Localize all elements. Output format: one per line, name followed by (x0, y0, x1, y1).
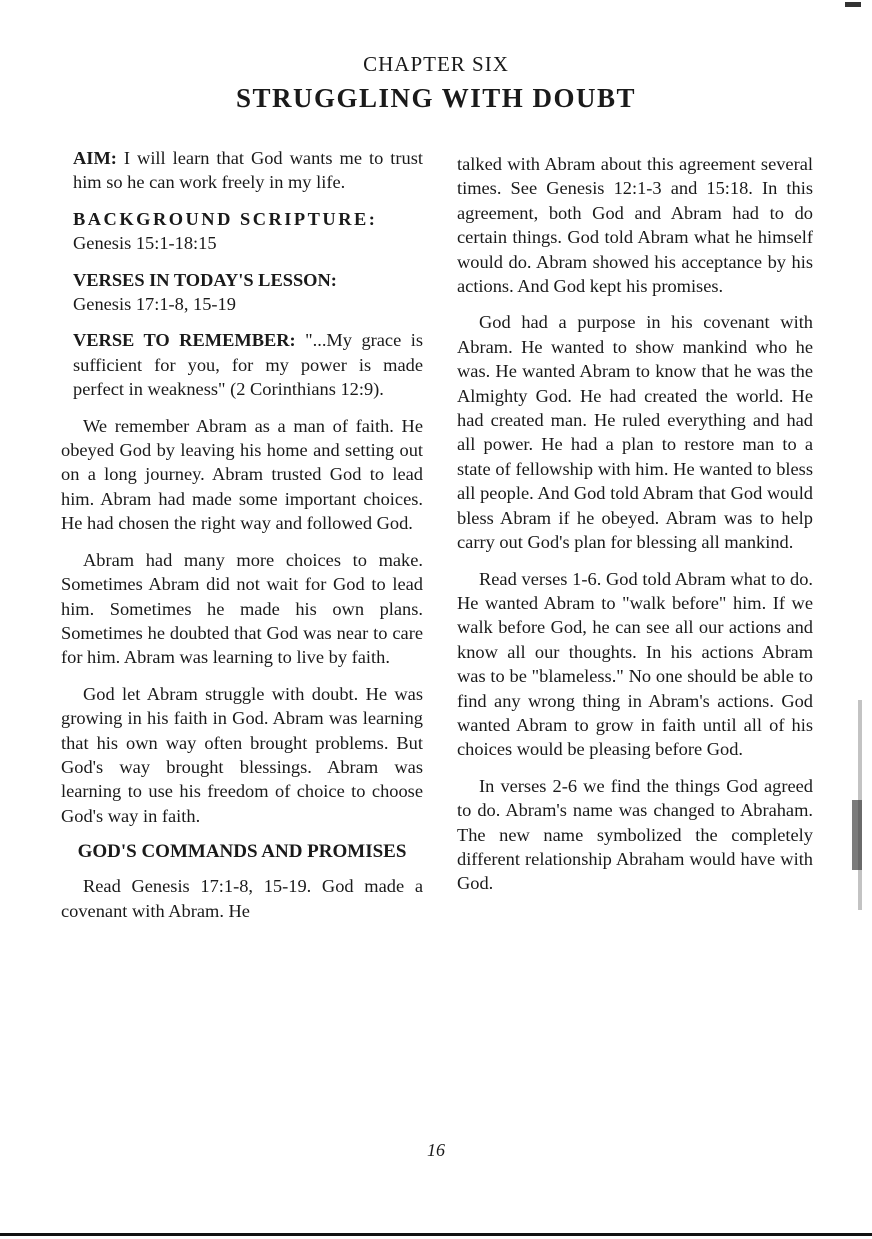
scan-speck (845, 2, 861, 7)
aim-text: I will learn that God wants me to trust him so he can work freely in my life. (73, 148, 423, 193)
body-paragraph: Read verses 1-6. God told Abram what to do. He wanted Abram to "walk before" him. If we walk before God, he can see all our actions and know all our thoughts. In his actions Abram was to be "blameless." No one should be able to find any wrong thing in Abram's actions. God wanted Abram to grow in faith until all of his choices would be pleasing before God. (457, 568, 813, 760)
aim-label: AIM: (73, 148, 117, 168)
body-paragraph: God let Abram struggle with doubt. He was growing in his faith in God. Abram was learning that his own way often brought problems. But God's way brought blessings. Abram was learning to use his freedom of choice to choose God's way in faith. (61, 683, 423, 826)
chapter-title: STRUGGLING WITH DOUBT (235, 83, 637, 113)
remember-text: "...My grace is sufficient for you, for my power is made perfect in weakness" (2 Corinthians 12:9). (73, 330, 423, 400)
body-paragraph: Abram had many more choices to make. Sometimes Abram did not wait for God to lead him. Sometimes he made his own plans. Sometimes he doubted that God was near to care for him. Abram was learning to live by faith. (61, 549, 423, 668)
body-paragraph: In verses 2-6 we find the things God agreed to do. Abram's name was changed to Abraham. The new name symbolized the completely different relationship Abraham would have with God. (457, 775, 813, 894)
bottom-rule (0, 1233, 872, 1236)
verses-label: VERSES IN TODAY'S LESSON: (73, 269, 337, 290)
body-paragraph: God had a purpose in his covenant with Abram. He wanted to show mankind who he was. He wanted Abram to know that he was the Almighty God. He had created the world. He had created man. He ruled everything and had all power. He had a plan to restore man to a state of fellowship with him. He wanted to bless all people. And God told Abram that God would bless Abram if he obeyed. Abram was to help carry out God's plan for blessing all mankind. (457, 312, 813, 553)
verse-to-remember (73, 328, 423, 401)
background-text: Genesis 15:1-18:15 (73, 233, 217, 254)
scan-speck (852, 800, 862, 870)
section-heading: GOD'S COMMANDS AND PROMISES (77, 841, 407, 863)
verses-text: Genesis 17:1-8, 15-19 (73, 294, 236, 315)
body-paragraph: talked with Abram about this agreement several times. See Genesis 12:1-3 and 15:18. In this agreement, both God and Abram had to do certain things. God told Abram what he himself would do. Abram showed his acceptance by his actions. And God kept his promises. (457, 154, 813, 297)
background-label: BACKGROUND SCRIPTURE: (73, 208, 378, 229)
body-paragraph: We remember Abram as a man of faith. He obeyed God by leaving his home and setting out on a long journey. Abram trusted God to lead him. Abram had made some important choices. He had chosen the right way and followed God. (61, 415, 423, 534)
verses-in-lesson (73, 268, 423, 317)
background-scripture (73, 207, 423, 256)
right-column (457, 152, 813, 908)
page-number: 16 (427, 1140, 445, 1160)
remember-label: VERSE TO REMEMBER: (73, 330, 296, 351)
aim-paragraph (73, 146, 423, 195)
chapter-label: CHAPTER SIX (363, 52, 509, 76)
left-column (61, 146, 423, 935)
section-paragraph: Read Genesis 17:1-8, 15-19. God made a covenant with Abram. He (61, 876, 423, 921)
